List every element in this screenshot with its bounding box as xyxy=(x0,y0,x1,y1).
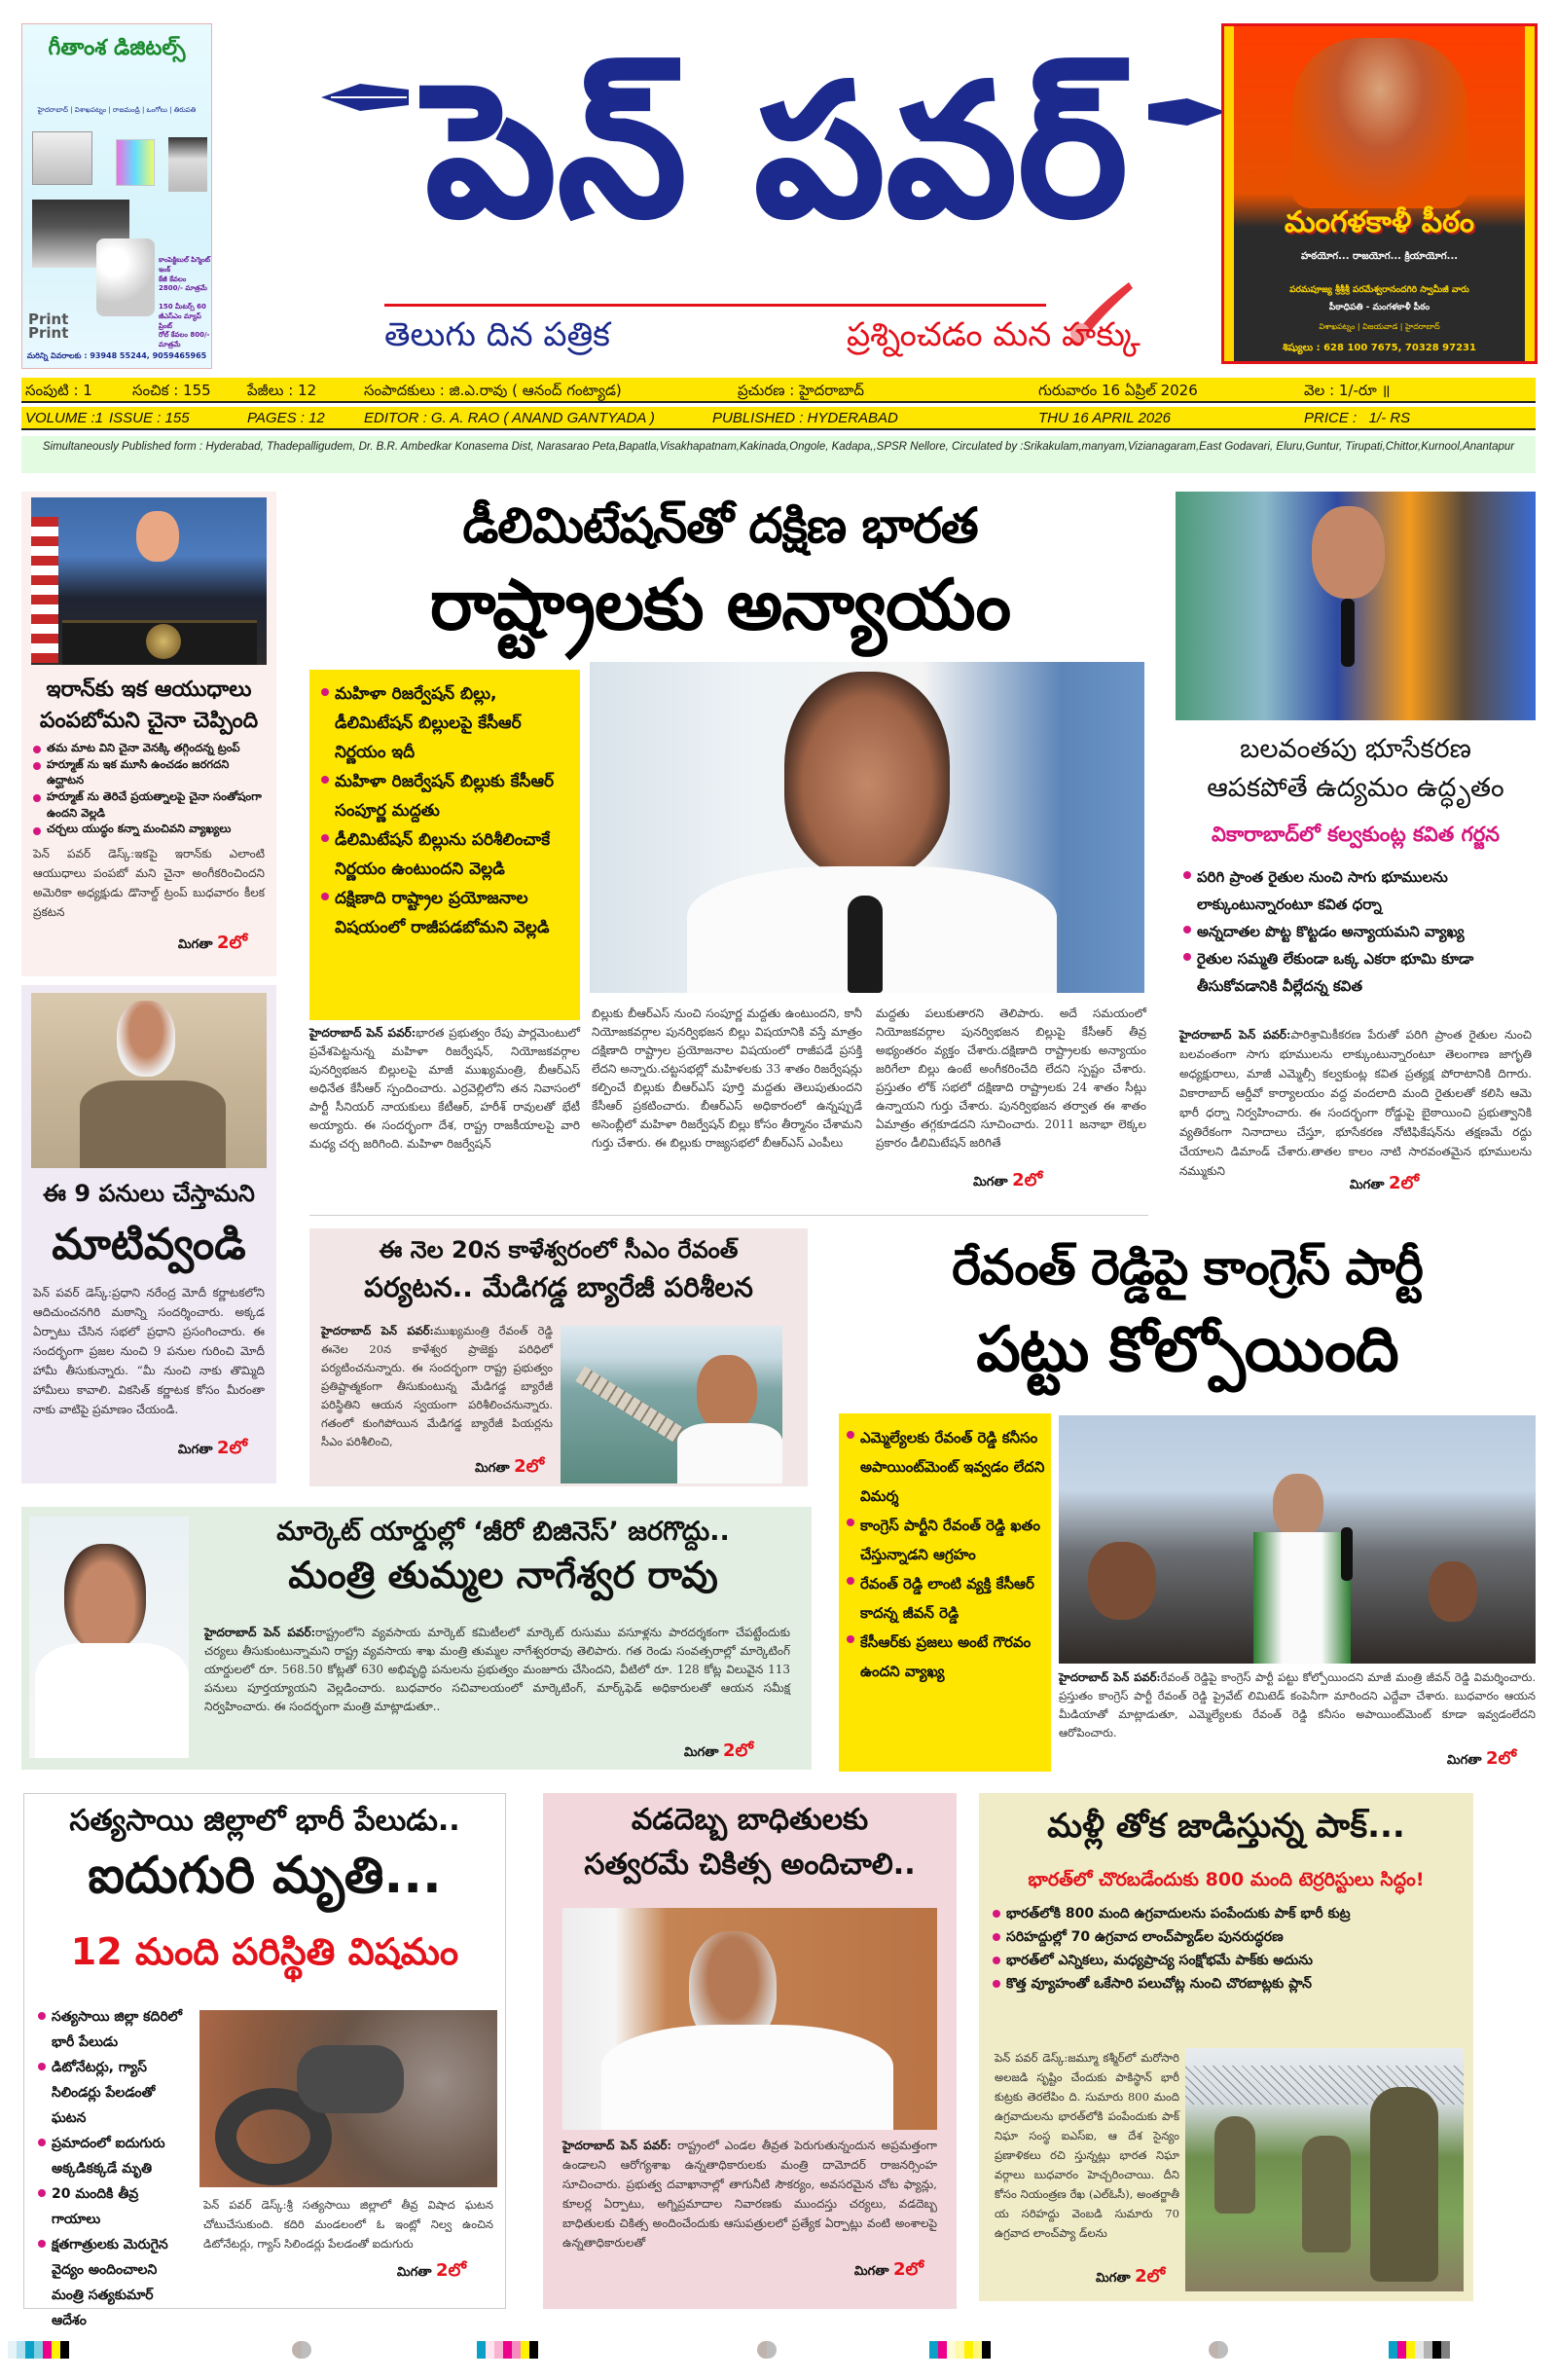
congress-body-wrap xyxy=(1059,1668,1536,1776)
swatch xyxy=(1432,2341,1441,2359)
volume-te: సంపుటి : 1 xyxy=(25,382,92,399)
story-sathyasai[interactable] xyxy=(23,1793,506,2328)
revanth-shirt xyxy=(677,1423,782,1483)
kavitha-bullets xyxy=(1181,863,1532,1000)
masthead-tagline-left: తెలుగు దిన పత్రిక xyxy=(384,315,610,354)
kavitha-bullet: పరిగి ప్రాంత రైతుల నుంచి సాగు భూములను లాక్కుంటున్నారంటూ కవిత ధర్నా xyxy=(1181,863,1532,918)
published-en: PUBLISHED : HYDERABAD xyxy=(712,410,898,426)
lead-bullet: మహిళా రిజర్వేషన్ బిల్లు, డీలిమిటేషన్ బిల్లులపై కేసీఆర్ నిర్ణయం ఇదీ xyxy=(319,679,570,767)
jeevan-reddy-photo xyxy=(1059,1415,1536,1664)
published-te: ప్రచురణ : హైదరాబాద్ xyxy=(738,382,864,399)
swatch xyxy=(982,2341,991,2359)
kavitha-face xyxy=(1312,506,1385,599)
gas-cylinder xyxy=(297,2045,404,2113)
modi-vest xyxy=(80,1080,226,1168)
seal-icon xyxy=(146,624,181,659)
pages-te: పేజీలు : 12 xyxy=(247,382,317,399)
continued-link[interactable]: మిగతా 2లో xyxy=(475,1456,545,1477)
continued-link[interactable]: మిగతా 2లో xyxy=(396,2260,466,2281)
sathyasai-bullet: క్షతగాత్రులకు మెరుగైన వైద్యం అందించాలని మంత్రి సత్యకుమార్ ఆదేశం xyxy=(36,2232,192,2333)
ad-right-mangalakali[interactable] xyxy=(1221,23,1538,364)
price-te: వెల : 1/-రూ ॥ xyxy=(1304,382,1391,399)
masthead xyxy=(321,39,1226,370)
price-en: PRICE : 1/- RS xyxy=(1304,410,1411,426)
registration-mark xyxy=(292,2341,311,2359)
issue-en: ISSUE : 155 xyxy=(109,410,190,426)
congress-bullet: కేసీఆర్‌కు ప్రజలు అంటే గౌరవం ఉందని వ్యాఖ్య xyxy=(845,1628,1045,1686)
swamiji-photo xyxy=(1292,38,1467,208)
flag-icon xyxy=(31,517,58,663)
iran-bullet: హర్మూజ్ ను ఇక మూసి ఉంచడం జరగదని ఉద్ఘాటన xyxy=(31,756,267,788)
trump-photo xyxy=(31,497,267,665)
microphone-icon xyxy=(1341,599,1355,667)
pak-bullet: కొత్త వ్యూహంతో ఒకేసారి పలుచోట్ల నుంచి చొరబాట్లకు ప్లాన్ xyxy=(991,1972,1464,1996)
tummala-headline-line2: మంత్రి తుమ్మల నాగేశ్వర రావు xyxy=(288,1554,718,1596)
swatch xyxy=(494,2341,503,2359)
lead-headline xyxy=(292,492,1148,649)
congress-bullets-box xyxy=(839,1413,1051,1772)
color-bar-1 xyxy=(8,2341,69,2359)
damodar-shirt xyxy=(601,2025,893,2130)
medigadda-photo xyxy=(561,1326,782,1483)
swatch xyxy=(529,2341,538,2359)
ad-right-side-band-left xyxy=(1224,26,1234,361)
tummala-shirt xyxy=(35,1643,189,1758)
masthead-tagline-right: ప్రశ్నించడం మన హక్కు xyxy=(847,315,1141,354)
pen-nib-right-icon xyxy=(1148,92,1226,131)
story-heatstroke[interactable] xyxy=(543,1793,957,2309)
lead-bullets xyxy=(319,679,570,942)
swatch xyxy=(1441,2341,1450,2359)
editor-te: సంపాదకులు : జి.ఎ.రావు ( ఆనంద్ గంట్యాడ) xyxy=(364,382,622,399)
tummala-headline-line1: మార్కెట్ యార్డుల్లో ‘జీరో బిజినెస్’ జరగొద్దు.. xyxy=(276,1517,730,1547)
crowd-face xyxy=(1088,1542,1156,1620)
story-tummala[interactable] xyxy=(21,1507,812,1770)
tummala-face xyxy=(64,1544,146,1651)
crowd-face xyxy=(1429,1561,1477,1622)
pak-headline: మళ్లీ తోక జాడిస్తున్న పాక్... xyxy=(1047,1807,1405,1846)
sathyasai-bullet: ప్రమాదంలో ఐదుగురు అక్కడికక్కడే మృతి xyxy=(36,2131,192,2181)
sathyasai-bullets xyxy=(36,2004,192,2333)
tummala-photo xyxy=(29,1517,189,1758)
speaker-face xyxy=(136,511,179,562)
swatch xyxy=(938,2341,947,2359)
iran-headline: ఇరాన్‌కు ఇక ఆయుధాలు పంపబోమని చైనా చెప్పింది xyxy=(39,677,259,733)
pak-subhead: భారత్‌లో చొరబడేందుకు 800 మంది టెర్రరిస్టులు సిద్ధం! xyxy=(1028,1869,1425,1890)
pak-bullets xyxy=(991,1902,1464,1996)
explosion-photo xyxy=(199,2010,497,2187)
continued-link[interactable]: మిగతా 2లో xyxy=(853,2259,923,2280)
medigadda-body: హైదరాబాద్ పెన్ పవర్:ముఖ్యమంత్రి రేవంత్ రెడ్డి ఈనెల 20న కాళేశ్వర ప్రాజెక్టు పరిధిలో పర్యటించనున్నారు. ఈ సందర్భంగా రాష్ట్ర ప్రభుత్వం ప్రతిష్టాత్మకంగా తీసుకుంటున్న మేడిగడ్డ బ్యారేజీ పరిస్థితిని ఆయన స్వయంగా పరిశీలించనున్నారు. గతంలో కుంగిపోయిన మేడిగడ్డ బ్యారేజీ పియర్లను సీఎం పరిశీలించి, xyxy=(321,1324,553,1448)
continued-link[interactable]: మిగతా 2లో xyxy=(683,1740,753,1761)
ad-left-contact: మరిన్ని వివరాలకు : 93948 55244, 9059465965 xyxy=(26,351,207,360)
sathyasai-bullet: 20 మందికి తీవ్ర గాయాలు xyxy=(36,2181,192,2232)
swatch xyxy=(8,2341,17,2359)
ad-right-title: మంగళకాళీ పీఠం xyxy=(1284,205,1475,239)
congress-bullets xyxy=(845,1423,1045,1686)
registration-mark xyxy=(757,2341,777,2359)
swatch xyxy=(1406,2341,1415,2359)
damodar-photo xyxy=(562,1908,937,2130)
kavitha-subhead: వికారాబాద్‌లో కల్వకుంట్ల కవిత గర్జన xyxy=(1212,823,1500,846)
green-shawl xyxy=(1253,1532,1351,1664)
date-en: THU 16 APRIL 2026 xyxy=(1038,410,1171,426)
issue-te: సంచిక : 155 xyxy=(132,382,211,399)
modi-photo xyxy=(31,993,267,1168)
swatch xyxy=(947,2341,956,2359)
swatch xyxy=(973,2341,982,2359)
color-bar-2 xyxy=(477,2341,538,2359)
ad-left-brand: గీతాంశ డిజిటల్స్ xyxy=(48,36,186,60)
swatch xyxy=(25,2341,34,2359)
ink-tanks-image xyxy=(168,137,207,192)
swatch xyxy=(1397,2341,1406,2359)
modi-face xyxy=(117,1001,175,1077)
lead-bullets-box xyxy=(309,670,580,1020)
ad-left-cities: హైదరాబాద్ | విశాఖపట్నం | రాజమండ్రి | ఒంగోలు | తిరుపతి xyxy=(37,106,197,114)
ad-left-offer-1: కాంపెక్టిబుల్ పిగ్మెంట్ ఇంక్ కేజీ కేవలం 2800/- మాత్రమే xyxy=(159,256,211,293)
soldiers-photo xyxy=(1185,2048,1464,2291)
lead-col-1: హైదరాబాద్ పెన్ పవర్:భారత ప్రభుత్వం రేపు పార్లమెంటులో ప్రవేశపెట్టనున్న మహిళా రిజర్వేషన్, నియోజకవర్గాల పునర్విభజన బిల్లులపై మాజీ ముఖ్యమంత్రి, బీఆర్ఎస్ అధినేత కేసీఆర్ స్పందించారు. ఎర్రవెల్లిలోని తన నివాసంలో పార్టీ సీనియర్ నాయకులు కేటీఆర్, హరీశ్ రావులతో భేటీ అయ్యారు. ఈ సందర్భంగా దేశ, రాష్ట్ర రాజకీయాలపై వారి మధ్య చర్చ జరిగింది. మహిళా రిజర్వేషన్ xyxy=(309,1026,580,1151)
speaker-face xyxy=(1273,1474,1323,1538)
revanth-face xyxy=(697,1355,757,1431)
lead-headline-line2: రాష్ట్రాలకు అన్యాయం xyxy=(429,564,1011,645)
sathyasai-subhead: 12 మంది పరిస్థితి విషమం xyxy=(70,1930,459,1973)
heatstroke-headline-line1: వడదెబ్బ బాధితులకు xyxy=(631,1803,869,1837)
ink-bottles-image xyxy=(116,139,155,186)
swatch xyxy=(17,2341,25,2359)
lead-body xyxy=(309,1007,1146,1204)
ad-right-line4: విశాఖపట్నం | విజయవాడ | హైదరాబాద్ xyxy=(1319,322,1440,331)
swatch xyxy=(477,2341,486,2359)
swatch xyxy=(486,2341,494,2359)
swatch xyxy=(929,2341,938,2359)
ad-left-geethamsha[interactable] xyxy=(21,23,212,369)
volume-en: VOLUME :1 xyxy=(25,410,104,426)
swatch xyxy=(1415,2341,1424,2359)
kavitha-bullet: అన్నదాతల పొట్ట కొట్టడం అన్యాయమని వ్యాఖ్య xyxy=(1181,918,1532,945)
heatstroke-body: హైదరాబాద్ పెన్ పవర్: రాష్ట్రంలో ఎండల తీవ్రత పెరుగుతున్నందున అప్రమత్తంగా ఉండాలని ఆరోగ్యశాఖ ఉన్నతాధికారులకు మంత్రి దామోదర్ రాజనర్సింహ సూచించారు. ప్రభుత్వ దవాఖానాల్లో తాగునీటి సౌకర్యం, అవసరమైన చోట ఫ్యాన్లు, కూలర్ల ఏర్పాటు, అగ్నిప్రమాదాల నివారణకు ముందస్తు చర్యలు, వడదెబ్బ బాధితులకు చికిత్స అందించేందుకు ఆసుపత్రులలో ప్రత్యేక ఏర్పాట్లు వంటి అంశాలపై ఉన్నతాధికారులతో xyxy=(562,2139,937,2250)
lead-bullet: దక్షిణాది రాష్ట్రాల ప్రయోజనాల విషయంలో రాజీపడబోమని వెల్లడి xyxy=(319,884,570,942)
lead-bullet: మహిళా రిజర్వేషన్ బిల్లుకు కేసీఆర్ సంపూర్ణ మద్దతు xyxy=(319,767,570,825)
swatch xyxy=(43,2341,52,2359)
congress-bullet: రేవంత్ రెడ్డి లాంటి వ్యక్తి కేసీఆర్ కాదన్న జీవన్ రెడ్డి xyxy=(845,1569,1045,1628)
kcr-photo xyxy=(590,662,1144,993)
congress-bullet: కాంగ్రెస్ పార్టీని రేవంత్ రెడ్డి ఖతం చేస్తున్నాడని ఆగ్రహం xyxy=(845,1511,1045,1569)
congress-headline-line2: పట్టు కోల్పోయింది xyxy=(976,1314,1398,1386)
story-pak[interactable] xyxy=(979,1793,1473,2301)
swatch xyxy=(60,2341,69,2359)
lead-bullet: డీలిమిటేషన్ బిల్లును పరిశీలించాకే నిర్ణయం ఉంటుందని వెల్లడి xyxy=(319,825,570,884)
continued-link[interactable]: మిగతా 2లో xyxy=(973,1170,1043,1190)
iran-body: పెన్ పవర్ డెస్క్:ఇకపై ఇరాన్‌కు ఎలాంటి ఆయుధాలు పంపబో మని చైనా అంగీకరించిందని అమెరికా అధ్యక్షుడు డొనాల్డ్ ట్రంప్ బుధవారం కీలక ప్రకటన xyxy=(33,847,265,919)
swatch xyxy=(521,2341,529,2359)
barrage xyxy=(575,1366,683,1443)
story-medigadda[interactable] xyxy=(309,1228,808,1486)
iran-bullet: చర్చలు యుద్ధం కన్నా మంచివని వ్యాఖ్యలు xyxy=(31,821,267,837)
iran-bullet: తమ మాట విని చైనా వెనక్కి తగ్గిందన్న ట్రంప్ xyxy=(31,740,267,756)
medigadda-headline-line1: ఈ నెల 20న కాళేశ్వరంలో సీఎం రేవంత్ xyxy=(379,1236,739,1263)
sathyasai-body: పెన్ పవర్ డెస్క్:శ్రీ సత్యసాయి జిల్లాలో తీవ్ర విషాద ఘటన చోటుచేసుకుంది. కదిరి మండలంలో ఓ ఇంట్లో నిల్వ ఉంచిన డిటోనేటర్లు, గ్యాస్ సిలిండర్లు పేలడంతో ఐదుగురు xyxy=(203,2198,493,2251)
paper-rolls-image xyxy=(96,238,155,316)
modi-body: పెన్ పవర్ డెస్క్:ప్రధాని నరేంద్ర మోదీ కర్ణాటకలోని ఆదిచుంచనగిరి మఠాన్ని సందర్శించారు. అక్కడ ఏర్పాటు చేసిన సభలో ప్రధాని ప్రసంగించారు. ఈ సందర్భంగా ప్రజల నుంచి 9 పనుల గురించి మోదీ హామీ తీసుకున్నారు. “మీ నుంచి నాకు తొమ్మిది హామీలు కావాలి. వికసిత్ కర్ణాటక కోసం మీరంతా నాకు వాటిపై ప్రమాణం చేయండి. xyxy=(33,1286,265,1416)
ad-right-line1: హఠయోగ... రాజయోగ... క్రియాయోగ... xyxy=(1300,251,1459,262)
continued-link[interactable]: మిగతా 2లో xyxy=(1349,1173,1419,1193)
circulation-bar: Simultaneously Published form : Hyderabad, Thadepalligudem, Dr. B.R. Ambedkar Konasema Dist, Narasarao Peta,Bapatla,Visakhapatnam,Kakinada,Ongole, Kadapa,,SPSR Nellore, Circulated by :Srikakulam,manyam,Vizianagaram,East Godavari, Eluru,Guntur, Tirupati,Chittor,Kurnool,Anantapur xyxy=(21,436,1536,473)
printer-image xyxy=(32,131,92,185)
color-bar-4 xyxy=(1389,2341,1450,2359)
editor-en: EDITOR : G. A. RAO ( ANAND GANTYADA ) xyxy=(364,410,655,426)
lead-headline-line1: డీలిమిటేషన్‌తో దక్షిణ భారత xyxy=(462,497,978,554)
kavitha-photo xyxy=(1176,492,1536,720)
iran-bullet: హర్మూజ్ ను తెరిచే ప్రయత్నాలపై చైనా సంతోషంగా ఉందని వెల్లడి xyxy=(31,788,267,821)
swatch xyxy=(34,2341,43,2359)
modi-headline-top: ఈ 9 పనులు చేస్తామని xyxy=(43,1180,255,1207)
date-te: గురువారం 16 ఏప్రిల్ 2026 xyxy=(1038,382,1198,399)
soldier xyxy=(1214,2116,1255,2214)
sathyasai-headline-line1: సత్యసాయి జిల్లాలో భారీ పేలుడు.. xyxy=(69,1804,460,1838)
swatch xyxy=(964,2341,973,2359)
sathyasai-bullet: డిటోనేటర్లు, గ్యాస్ సిలిండర్లు పేలడంతో ఘటన xyxy=(36,2055,192,2131)
pak-body: పెన్ పవర్ డెస్క్:జమ్మూ కశ్మీర్‌లో మరోసారి అలజడి సృష్టిం చేందుకు పాకిస్థాన్ భారీ కుట్రకు తెరలేపిం ది. సుమారు 800 మంది ఉగ్రవాదులను భారత్‌లోకి పంపేందుకు పాక్ నిఘా సంస్థ ఐఎస్ఐ, ఆ దేశ సైన్యం ప్రణాళికలు రచి స్తున్నట్లు భారత నిఘా వర్గాలు బుధవారం హెచ్చరించాయి. దీని కోసం నియంత్రణ రేఖ (ఎల్‌ఓసీ), అంతర్జాతీ య సరిహద్దు వెంబడి సుమారు 70 ఉగ్రవాద లాంచ్‌ప్యా డ్‌లను xyxy=(995,2051,1179,2240)
lead-rule xyxy=(309,1215,1148,1216)
sathyasai-headline-line2: ఐదుగురి మృతి... xyxy=(88,1847,442,1905)
lead-col-2: బిల్లుకు బీఆర్ఎస్ నుంచి సంపూర్ణ మద్దతు ఉంటుందని, కానీ నియోజకవర్గాల పునర్విభజన బిల్లు విషయానికి వస్తే మాత్రం దక్షిణాది రాష్ట్రాల ప్రయోజనాల విషయంలో రాజీపడే ప్రసక్తి లేదని అన్నారు.చట్టసభల్లో మహిళలకు 33 శాతం రిజర్వేషన్లు కల్పించే బిల్లుకు బీఆర్ఎస్ పూర్తి మద్దతు తెలుపుతుందని కేసీఆర్ ప్రకటించారు. బీఆర్ఎస్ అధికారంలో ఉన్నప్పుడే అసెంబ్లీలో మహిళా రిజర్వేషన్ బిల్లు కోసం తీర్మానం చేశామని గుర్తు చేశారు. ఈ బిల్లుకు రాజ్యసభలో బీఆర్ఎస్ ఎంపీలు xyxy=(592,1007,862,1150)
continued-link[interactable]: మిగతా 2లో xyxy=(1096,2266,1166,2287)
ad-left-offer-2: 150 మీటర్స్ 60 జీఎస్ఎం మ్యాప్ ప్రింట్ రోల్ కేవలం 800/- మాత్రమే xyxy=(159,303,210,349)
continued-link[interactable]: మిగతా 2లో xyxy=(177,933,247,953)
kavitha-bullet: రైతుల సమ్మతి లేకుండా ఒక్క ఎకరా భూమి కూడా తీసుకోవడానికి వీల్లేదన్న కవిత xyxy=(1181,945,1532,1000)
continued-link[interactable]: మిగతా 2లో xyxy=(1446,1748,1516,1769)
tummala-body: హైదరాబాద్ పెన్ పవర్:రాష్ట్రంలోని వ్యవసాయ మార్కెట్ కమిటీలలో మార్కెట్ రుసుము వసూళ్లను పారదర్శకంగా చేపట్టేందుకు చర్యలు తీసుకుంటున్నామని రాష్ట్ర వ్యవసాయ శాఖ మంత్రి తుమ్మల నాగేశ్వరరావు తెలిపారు. గత రెండు సంవత్సరాల్లో మార్కెటింగ్ యార్డులలో రూ. 568.50 కోట్లతో 630 అభివృద్ధి పనులను ప్రభుత్వం మంజూరు చేసిందని, వీటిలో రూ. 128 కోట్ల విలువైన 113 పనులు పూర్తయ్యాయని వెల్లడించారు. బుధవారం సచివాలయంలో మార్కెటింగ్, మార్క్‌ఫెడ్ అధికారులతో ఆయన సమీక్ష నిర్వహించారు. ఈ సందర్భంగా మంత్రి మాట్లాడుతూ.. xyxy=(204,1626,790,1713)
microphone-icon xyxy=(1341,1527,1353,1581)
swatch xyxy=(1424,2341,1432,2359)
ad-right-line3: పీఠాధిపతి - మంగళకాళీ పీఠం xyxy=(1328,303,1430,312)
soldier xyxy=(1370,2087,1438,2282)
swatch xyxy=(512,2341,521,2359)
pak-bullet: భారత్‌లోకి 800 మంది ఉగ్రవాదులను పంపేందుకు పాక్ భారీ కుట్ర xyxy=(991,1902,1464,1925)
kavitha-body: హైదరాబాద్ పెన్ పవర్:పారిశ్రామికీకరణ పేరుతో పరిగి ప్రాంత రైతుల నుంచి బలవంతంగా సాగు భూములను లాక్కుంటున్నారంటూ తెలంగాణ జాగృతి అధ్యక్షురాలు, మాజీ ఎమ్మెల్సీ కల్వకుంట్ల కవిత ప్రత్యక్ష పోరాటానికి దిగారు. వికారాబాద్ ఆర్డీవో కార్యాలయం వద్ద వందలాది మంది రైతులతో కలిసి ఆమె భారీ ధర్నా నిర్వహించారు. ఈ సందర్భంగా రోడ్డుపై బైఠాయించి ప్రభుత్వానికి వ్యతిరేకంగా నినాదాలు చేస్తూ, భూసేకరణ నోటిఫికేషన్‌ను తక్షణమే రద్దు చేయాలని డిమాండ్ చేశారు.తాతల కాలం నాటి సారవంతమైన భూములను నమ్ముకుని xyxy=(1179,1028,1532,1178)
ad-right-line2: పరమపూజ్య శ్రీశ్రీశ్రీ పరమేశ్వరానందగిరి స్వామీజీ వారు xyxy=(1289,285,1469,295)
sathyasai-bullet: సత్యసాయి జిల్లా కదిరిలో భారీ పేలుడు xyxy=(36,2004,192,2055)
congress-bullet: ఎమ్మెల్యేలకు రేవంత్ రెడ్డి కనీసం అపాయింట్‌మెంట్ ఇవ్వడం లేదని విమర్శ xyxy=(845,1423,1045,1511)
microphone-icon xyxy=(848,896,883,993)
congress-body: హైదరాబాద్ పెన్ పవర్:రేవంత్ రెడ్డిపై కాంగ్రెస్ పార్టీ పట్టు కోల్పోయిందని మాజీ మంత్రి జీవన్ రెడ్డి విమర్శించారు. ప్రస్తుతం కాంగ్రెస్ పార్టీ రేవంత్ రెడ్డి ప్రైవేట్ లిమిటెడ్ కంపెనీగా మారిందని ఎద్దేవా చేశారు. బుధవారం ఆయన మీడియాతో మాట్లాడుతూ, ఎమ్మెల్యేలకు రేవంత్ రెడ్డి కనీసం అపాయింట్‌మెంట్ కూడా ఇవ్వడంలేదని ఆరోపించారు. xyxy=(1059,1670,1536,1739)
ad-right-side-band-right xyxy=(1525,26,1535,361)
swatch xyxy=(1389,2341,1397,2359)
congress-headline xyxy=(837,1228,1538,1394)
info-bar-telugu xyxy=(21,378,1536,403)
swatch xyxy=(956,2341,964,2359)
iran-bullets xyxy=(31,740,267,837)
ad-right-contact: శిష్యులు : 628 100 7675, 70328 97231 xyxy=(1283,343,1476,353)
kcr-head xyxy=(784,672,950,876)
masthead-title: పెన్ పవర్ xyxy=(426,46,1131,256)
medigadda-headline-line2: పర్యటన.. మేడిగడ్డ బ్యారేజీ పరిశీలన xyxy=(364,1271,753,1303)
registration-mark xyxy=(1209,2341,1228,2359)
print-logo: Print Print xyxy=(28,311,69,343)
heatstroke-headline-line2: సత్వరమే చికిత్స అందిచాలి.. xyxy=(584,1848,916,1882)
soldier xyxy=(1302,2136,1351,2252)
pak-bullet: సరిహద్దుల్లో 70 ఉగ్రవాద లాంచ్‌ప్యాడ్‌ల పునరుద్ధరణ xyxy=(991,1925,1464,1949)
kavitha-headline: బలవంతపు భూసేకరణ ఆపకపోతే ఉద్యమం ఉద్ధృతం xyxy=(1207,734,1504,803)
pages-en: PAGES : 12 xyxy=(247,410,325,426)
continued-link[interactable]: మిగతా 2లో xyxy=(177,1438,247,1458)
story-kavitha[interactable] xyxy=(1166,492,1536,1212)
congress-headline-line1: రేవంత్ రెడ్డిపై కాంగ్రెస్ పార్టీ xyxy=(952,1239,1423,1296)
modi-headline-main: మాటివ్వండి xyxy=(52,1220,246,1269)
story-iran[interactable] xyxy=(21,492,276,976)
masthead-red-rule xyxy=(384,304,1046,307)
lead-col-3: మద్దతు పలుకుతారని తెలిపారు. అదే సమయంలో నియోజకవర్గాల పునర్విభజన బిల్లుపై కేసీఆర్ తీవ్ర అభ్యంతరం వ్యక్తం చేశారు.దక్షిణాది రాష్ట్రాలకు అన్యాయం జరిగేలా బిల్లు ఉంటే అంగీకరించేది లేదని స్పష్టం చేశారు. ప్రస్తుతం లోక్ సభలో దక్షిణాది రాష్ట్రాలకు 24 శాతం సీట్లు ఉన్నాయని గుర్తు చేశారు. పునర్విభజన తర్వాత ఈ శాతం ఏమాత్రం తగ్గకూడదని సూచించారు. 2011 జనాభా లెక్కల ప్రకారం డీలిమిటేషన్ జరిగితే xyxy=(876,1007,1146,1150)
pak-bullet: భారత్‌లో ఎన్నికలు, మధ్యప్రాచ్య సంక్షోభమే పాక్‌కు అదును xyxy=(991,1949,1464,1972)
swatch xyxy=(503,2341,512,2359)
swatch xyxy=(52,2341,60,2359)
info-bar-english xyxy=(21,407,1536,430)
color-bar-3 xyxy=(929,2341,991,2359)
story-modi[interactable] xyxy=(21,985,276,1483)
